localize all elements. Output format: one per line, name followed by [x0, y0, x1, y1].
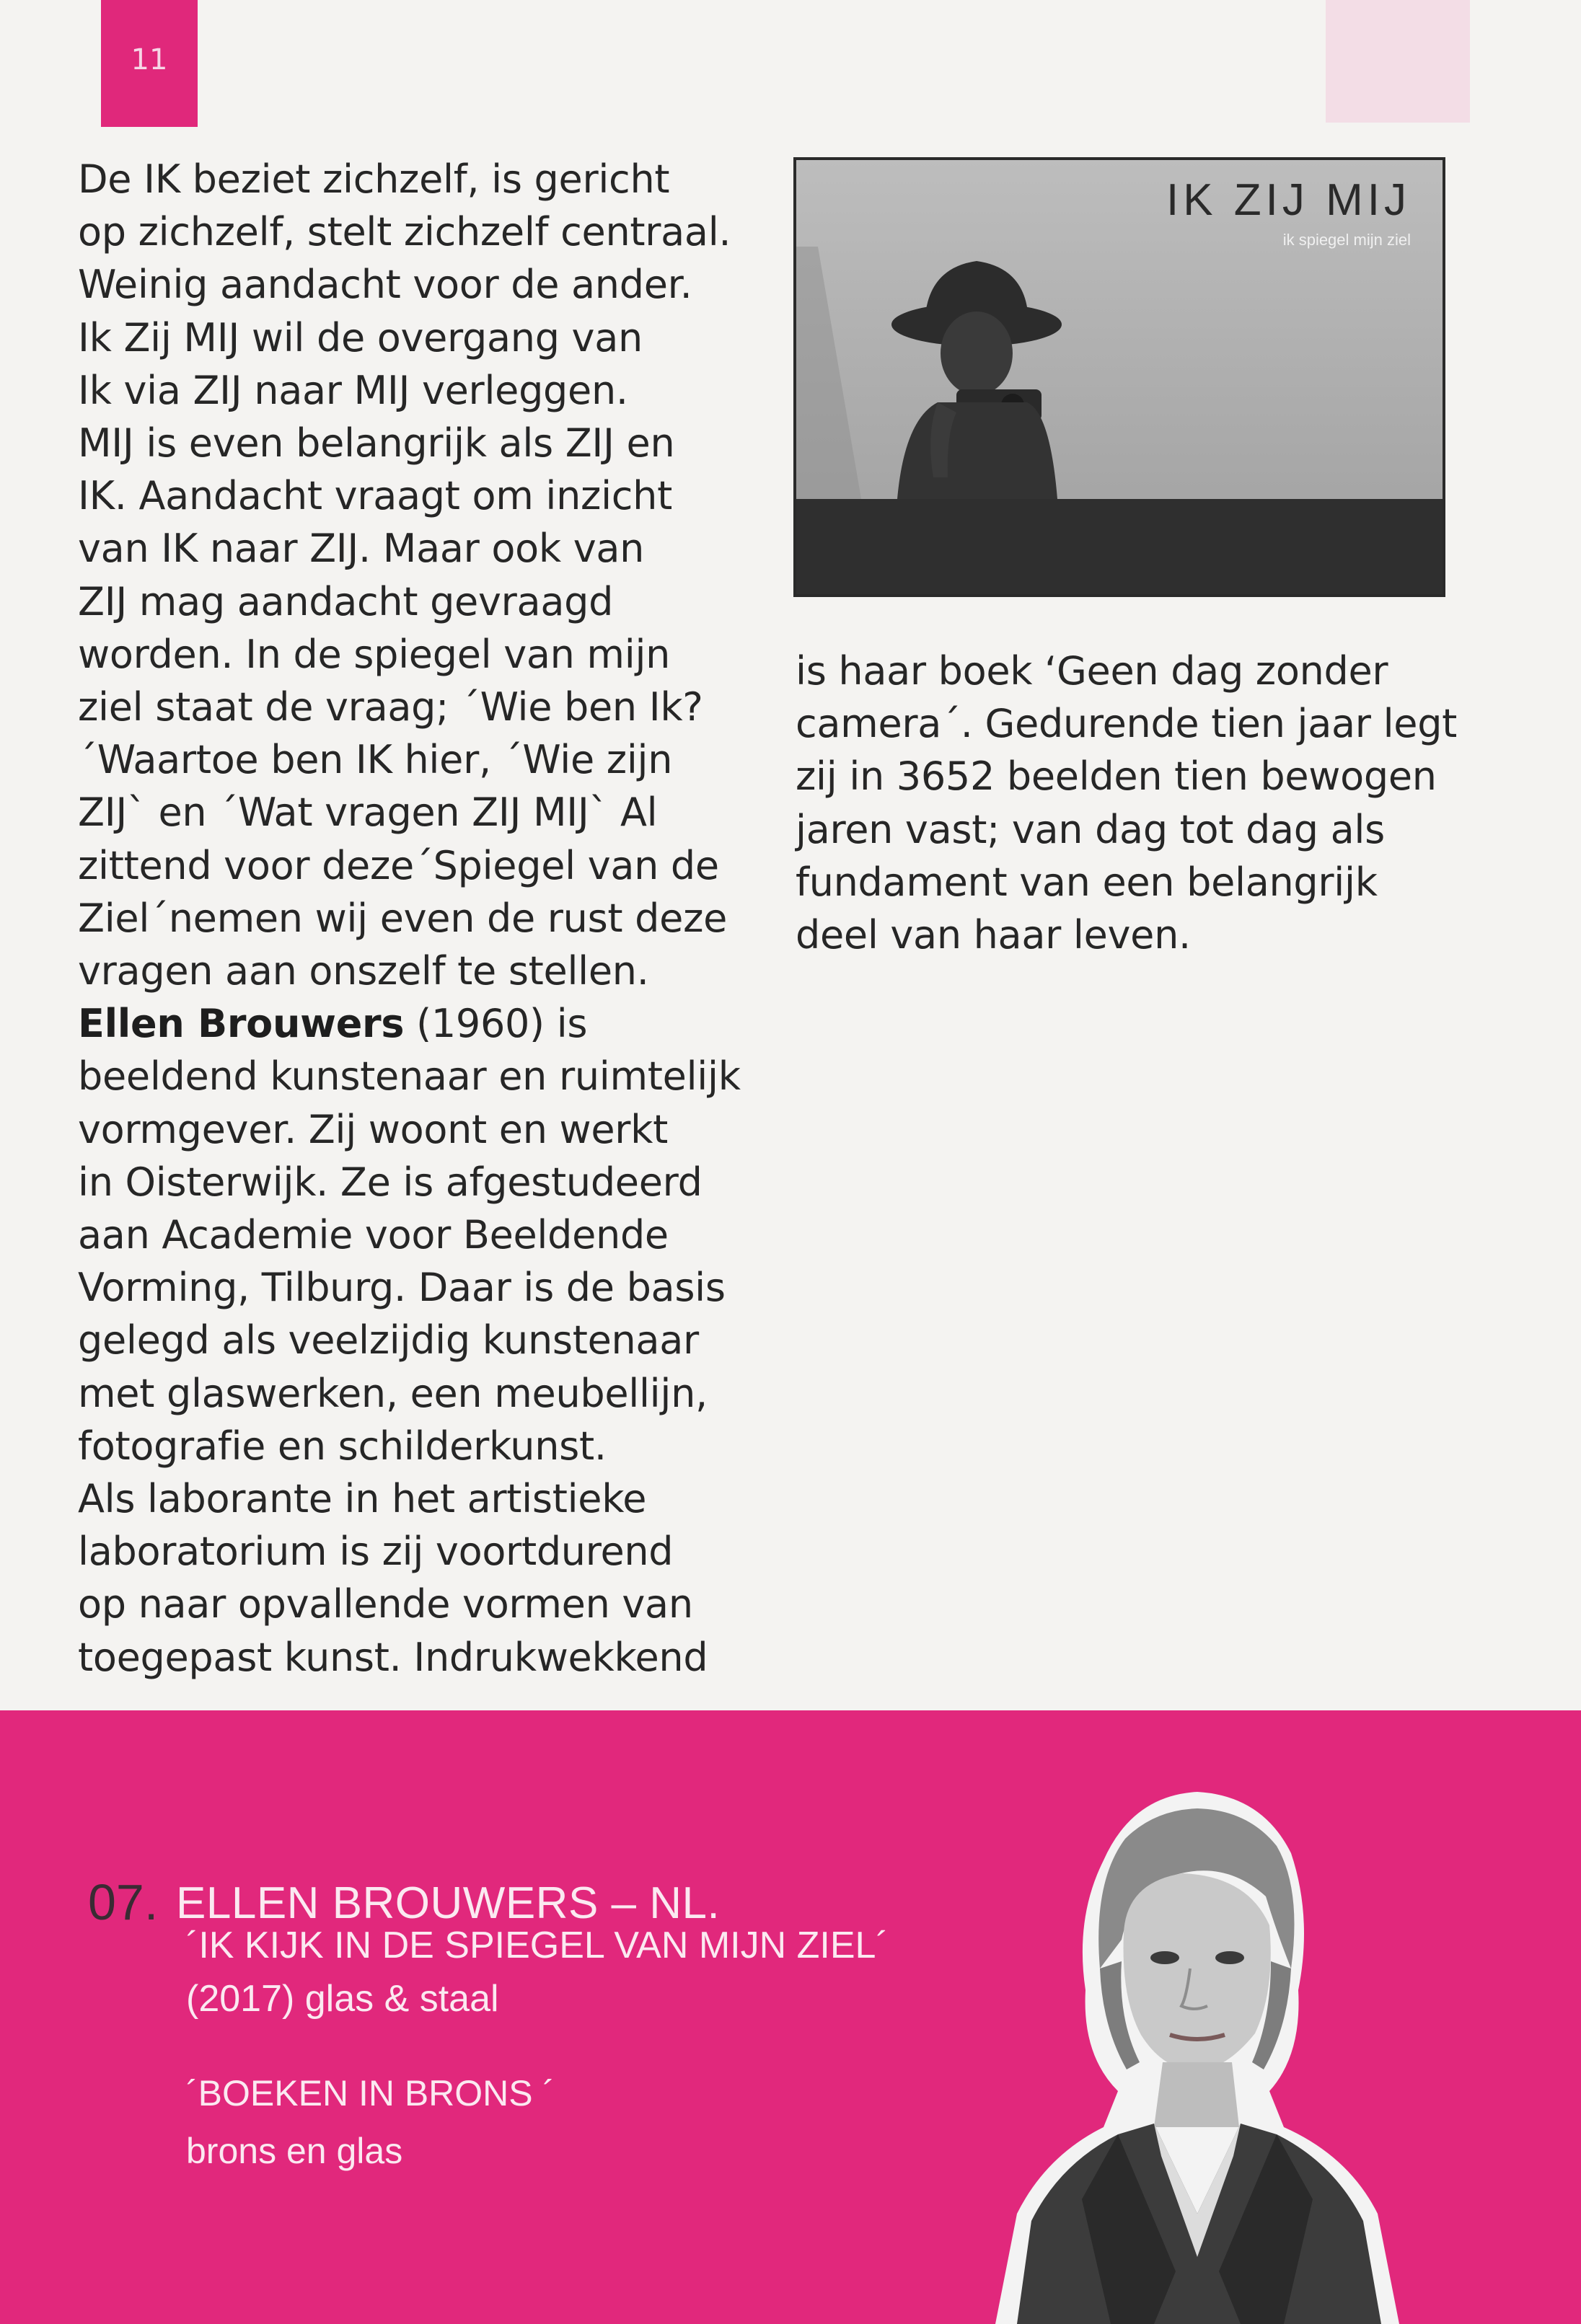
text-line: MIJ is even belangrijk als ZIJ en: [78, 420, 675, 467]
photo-subtitle: ik spiegel mijn ziel: [1282, 231, 1411, 249]
text-line: De IK beziet zichzelf, is gericht: [78, 156, 670, 202]
text-line: vragen aan onszelf te stellen.: [78, 948, 649, 994]
artist-number: 07.: [88, 1874, 159, 1930]
text-line: deel van haar leven.: [796, 912, 1191, 958]
text-line: camera´. Gedurende tien jaar legt: [796, 701, 1458, 747]
page-number: 11: [131, 43, 168, 76]
text-line: jaren vast; van dag tot dag als: [796, 806, 1385, 852]
text-line: Vorming, Tilburg. Daar is de basis: [78, 1265, 726, 1311]
text-line: Als laborante in het artistieke: [78, 1476, 647, 1522]
text-line: ´Waartoe ben IK hier, ´Wie zijn: [78, 737, 673, 783]
text-line: op naar opvallende vormen van: [78, 1581, 693, 1627]
text-line: ziel staat de vraag; ´Wie ben Ik?: [78, 684, 703, 730]
text-line: is haar boek ‘Geen dag zonder: [796, 648, 1388, 694]
text-line: Ziel´nemen wij even de rust deze: [78, 895, 728, 941]
text-line: Ik Zij MIJ wil de overgang van: [78, 314, 643, 361]
text-line: IK. Aandacht vraagt om inzicht: [78, 473, 672, 519]
right-column-text: [796, 645, 1517, 961]
work1-title: ´IK KIJK IN DE SPIEGEL VAN MIJN ZIEL´: [186, 1925, 889, 1966]
artwork-photo: [793, 157, 1445, 597]
text-line: toegepast kunst. Indrukwekkend: [78, 1634, 708, 1680]
text-line: aan Academie voor Beeldende: [78, 1212, 669, 1258]
artist-name-bold: Ellen Brouwers: [78, 1001, 405, 1047]
bio-first-line: [78, 997, 785, 1050]
artist-portrait-image: [938, 1752, 1457, 2324]
text-line: fotografie en schilderkunst.: [78, 1423, 607, 1469]
text-line: in Oisterwijk. Ze is afgestudeerd: [78, 1159, 703, 1205]
work2-title: ´BOEKEN IN BRONS ´: [186, 2073, 555, 2113]
page-number-box: [101, 0, 198, 127]
text-line: met glaswerken, een meubellijn,: [78, 1370, 708, 1416]
text-line: zittend voor deze´Spiegel van de: [78, 842, 719, 888]
work1-meta: (2017) glas & staal: [186, 1978, 499, 2020]
text-line: Weinig aandacht voor de ander.: [78, 262, 692, 308]
work2-meta: brons en glas: [186, 2131, 403, 2171]
bio-first-rest: (1960) is: [404, 1001, 588, 1047]
text-line: worden. In de spiegel van mijn: [78, 631, 671, 677]
text-line: zij in 3652 beelden tien bewogen: [796, 754, 1437, 800]
artist-name: ELLEN BROUWERS – NL.: [176, 1878, 721, 1928]
text-line: gelegd als veelzijdig kunstenaar: [78, 1317, 699, 1364]
text-line: ZIJ` en ´Wat vragen ZIJ MIJ` Al: [78, 790, 658, 836]
text-line: van IK naar ZIJ. Maar ook van: [78, 526, 645, 572]
left-column-text: [78, 153, 785, 1684]
photo-title: IK ZIJ MIJ: [1166, 175, 1411, 225]
text-line: ZIJ mag aandacht gevraagd: [78, 578, 614, 624]
text-line: vormgever. Zij woont en werkt: [78, 1106, 669, 1152]
text-line: op zichzelf, stelt zichzelf centraal.: [78, 209, 731, 255]
text-line: beeldend kunstenaar en ruimtelijk: [78, 1053, 741, 1100]
text-line: fundament van een belangrijk: [796, 859, 1378, 905]
corner-tab: [1326, 0, 1470, 123]
text-line: Ik via ZIJ naar MIJ verleggen.: [78, 367, 628, 413]
text-line: laboratorium is zij voortdurend: [78, 1529, 674, 1575]
